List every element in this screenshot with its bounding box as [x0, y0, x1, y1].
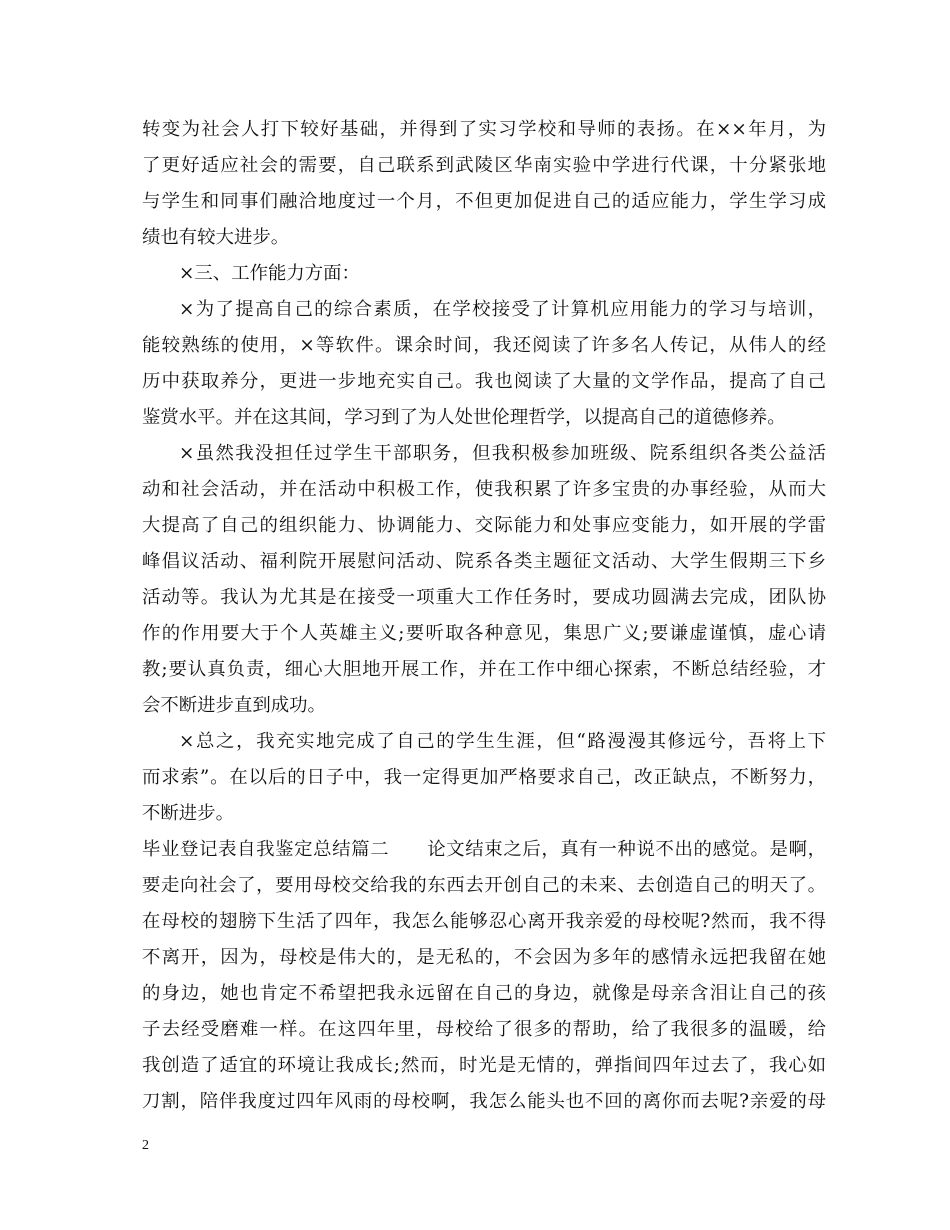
text-line: 大提高了自己的组织能力、协调能力、交际能力和处事应变能力，如开展的学雷 — [142, 515, 826, 536]
text-line: ×总之，我充实地完成了自己的学生生涯，但“路漫漫其修远兮，吾将上下 — [179, 731, 826, 752]
text-line: 鉴赏水平。并在这其间，学习到了为人处世伦理哲学，以提高自己的道德修养。 — [142, 407, 786, 428]
text-line: 能较熟练的使用，×等软件。课余时间，我还阅读了许多名人传记，从伟人的经 — [142, 335, 826, 356]
text-line: 不断进步。 — [142, 803, 234, 824]
text-line: ×为了提高自己的综合素质，在学校接受了计算机应用能力的学习与培训， — [179, 299, 826, 320]
text-line: 在母校的翅膀下生活了四年，我怎么能够忍心离开我亲爱的母校呢?然而，我不得 — [142, 911, 826, 932]
text-line: 峰倡议活动、福利院开展慰问活动、院系各类主题征文活动、大学生假期三下乡 — [142, 551, 826, 572]
document-body — [142, 112, 826, 1120]
text-line: 要走向社会了，要用母校交给我的东西去开创自己的未来、去创造自己的明天了。 — [142, 875, 826, 896]
text-line: ×虽然我没担任过学生干部职务，但我积极参加班级、院系组织各类公益活 — [179, 443, 826, 464]
text-line: 动和社会活动，并在活动中积极工作，使我积累了许多宝贵的办事经验，从而大 — [142, 479, 826, 500]
text-line: ×三、工作能力方面： — [179, 263, 360, 284]
text-line: 我创造了适宜的环境让我成长;然而，时光是无情的，弹指间四年过去了，我心如 — [142, 1055, 826, 1076]
text-line: 刀割，陪伴我度过四年风雨的母校啊，我怎么能头也不回的离你而去呢?亲爱的母 — [142, 1091, 826, 1112]
text-line: 不离开，因为，母校是伟大的，是无私的，不会因为多年的感情永远把我留在她 — [142, 947, 826, 968]
text-line: 与学生和同事们融洽地度过一个月，不但更加促进自己的适应能力，学生学习成 — [142, 191, 826, 212]
text-line: 绩也有较大进步。 — [142, 227, 290, 248]
text-line: 子去经受磨难一样。在这四年里，母校给了很多的帮助，给了我很多的温暖，给 — [142, 1019, 826, 1040]
text-line: 而求索”。在以后的日子中，我一定得更加严格要求自己，改正缺点，不断努力， — [142, 767, 826, 788]
page-number: 2 — [142, 1138, 149, 1153]
text-line: 教;要认真负责，细心大胆地开展工作，并在工作中细心探索，不断总结经验，才 — [142, 659, 826, 680]
text-line: 活动等。我认为尤其是在接受一项重大工作任务时，要成功圆满去完成，团队协 — [142, 587, 826, 608]
text-line: 的身边，她也肯定不希望把我永远留在自己的身边，就像是母亲含泪让自己的孩 — [142, 983, 826, 1004]
text-line: 转变为社会人打下较好基础，并得到了实习学校和导师的表扬。在××年月，为 — [142, 119, 826, 140]
text-line: 作的作用要大于个人英雄主义;要听取各种意见，集思广义;要谦虚谨慎，虚心请 — [142, 623, 826, 644]
text-line: 历中获取养分，更进一步地充实自己。我也阅读了大量的文学作品，提高了自己 — [142, 371, 826, 392]
text-line: 会不断进步直到成功。 — [142, 695, 326, 716]
text-line: 毕业登记表自我鉴定总结篇二 论文结束之后，真有一种说不出的感觉。是啊， — [142, 839, 826, 860]
text-line: 了更好适应社会的需要，自己联系到武陵区华南实验中学进行代课，十分紧张地 — [142, 155, 826, 176]
